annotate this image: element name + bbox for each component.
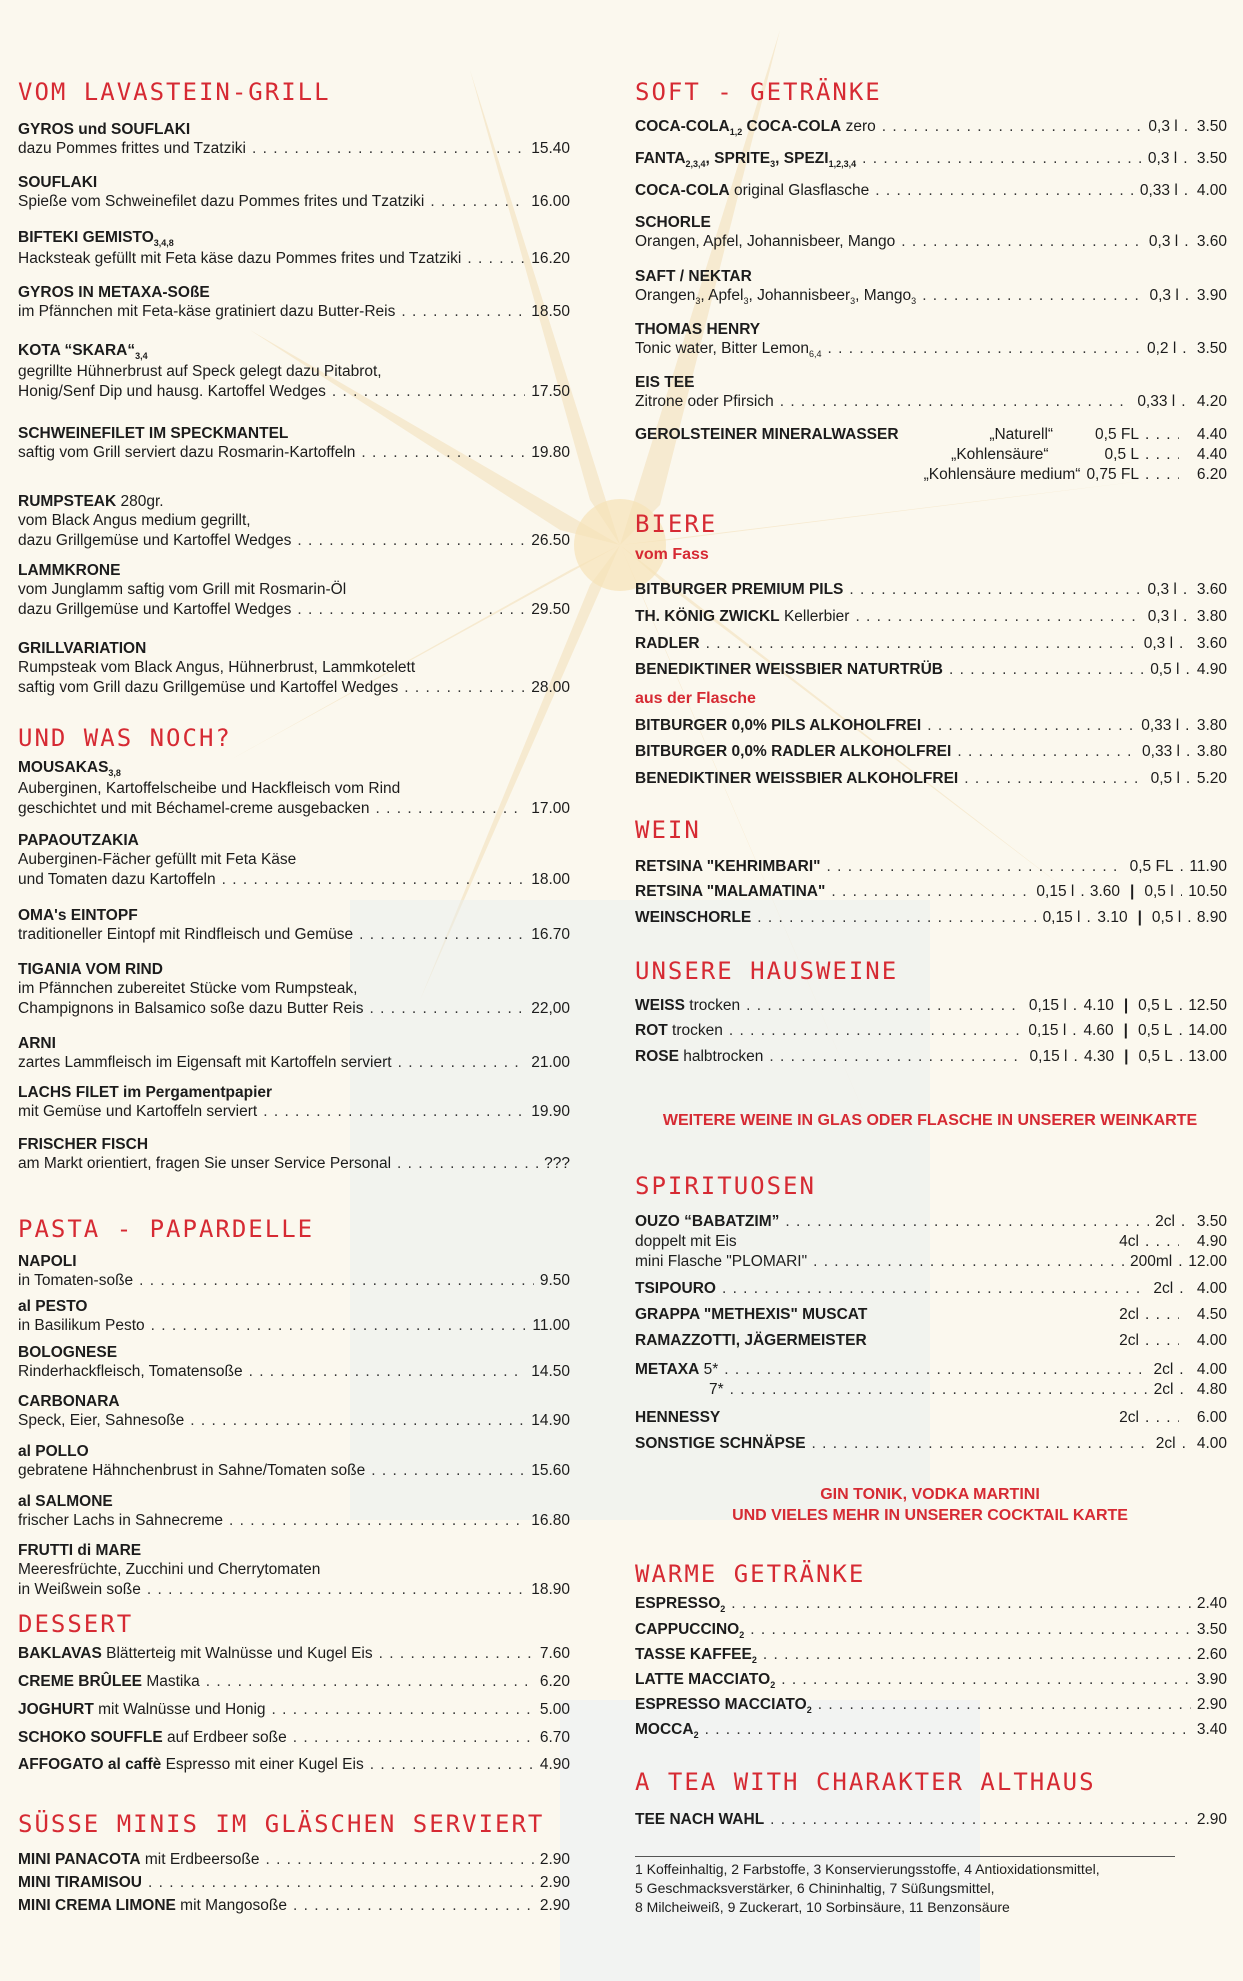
menu-item: CREME BRÛLEE Mastika . . . 6.20: [18, 1672, 570, 1692]
menu-item: BIFTEKI $GEMISTO_{3,4,8}$ Hacksteak gefüllt mit Feta käse dazu Pommes frites und Tzatziki . . . 16.20: [18, 228, 570, 269]
menu-item: SCHORLE Orangen, Apfel, Johannisbeer, Mango . . . 0,3 l . . . 3.60: [635, 213, 1227, 252]
notice-cocktail-line1: GIN TONIK, VODKA MARTINI: [820, 1486, 1040, 1503]
menu-item: RADLER . . . 0,3 l . . . 3.60: [635, 634, 1227, 654]
menu-item: GEROLSTEINER MINERALWASSER „Naturell“ 0,5 FL . . . 4.40 „Kohlensäure“ 0,5 L . . . 4.40 „Kohlensäure medium“ 0,75 FL . . . 6.20: [635, 425, 1227, 485]
menu-item: $CAPPUCCINO_2$ . . . 3.50: [635, 1620, 1227, 1641]
menu-item: MINI PANACOTA mit Erdbeersoße . . . 2.90: [18, 1850, 570, 1870]
section-title-hausweine: UNSERE HAUSWEINE: [635, 957, 899, 985]
footnote-line: 1 Koffeinhaltig, 2 Farbstoffe, 3 Konservierungsstoffe, 4 Antioxidationsmittel,: [635, 1861, 1100, 1877]
section-title-soft: SOFT - GETRÄNKE: [635, 78, 882, 106]
menu-item: RETSINA "KEHRIMBARI" . . . 0,5 FL . . . 11.90: [635, 857, 1227, 877]
menu-item: $FANTA_{2,3,4}$, $SPRITE_3$, $SPEZI_{1,2,3,4}$ . . . 0,3 l . . . 3.50: [635, 149, 1227, 170]
menu-item: SAFT / NEKTAR Orangen$_3$, Apfel$_3$, Johannisbeer$_3$, Mango$_3$ . . . 0,3 l . . . 3.90: [635, 267, 1227, 307]
menu-item: TH. KÖNIG ZWICKL Kellerbier . . . 0,3 l . . . 3.80: [635, 607, 1227, 627]
menu-item: BITBURGER 0,0% RADLER ALKOHOLFREI . . . 0,33 l . . . 3.80: [635, 742, 1227, 762]
menu-item: METAXA 5* . . . 2cl . . . 4.00 7* . . . 2cl . . . 4.80: [635, 1360, 1227, 1400]
menu-item: ROT trocken . . . 0,15 l . . . 4.60 | 0,5 L . . . 14.00: [635, 1021, 1227, 1041]
menu-item: RAMAZZOTTI, JÄGERMEISTER 2cl . . . 4.00: [635, 1331, 1227, 1351]
menu-item: TSIPOURO . . . 2cl . . . 4.00: [635, 1279, 1227, 1299]
menu-item: JOGHURT mit Walnüsse und Honig . . . 5.00: [18, 1700, 570, 1720]
menu-item: BAKLAVAS Blätterteig mit Walnüsse und Kugel Eis . . . 7.60: [18, 1644, 570, 1664]
menu-item: KOTA “$SKARA“_{3,4}$ gegrillte Hühnerbrust auf Speck gelegt dazu Pitabrot, Honig/Senf Dip und hausg. Kartoffel Wedges . . . 17.50: [18, 341, 570, 402]
menu-item: COCA-$COLA_{1,2}$ COCA-COLA zero . . . 0,3 l . . . 3.50: [635, 117, 1227, 138]
menu-item: al POLLO gebratene Hähnchenbrust in Sahne/Tomaten soße . . . 15.60: [18, 1442, 570, 1481]
menu-item: OMA's EINTOPF traditioneller Eintopf mit Rindfleisch und Gemüse . . . 16.70: [18, 906, 570, 945]
menu-item: FRISCHER FISCH am Markt orientiert, fragen Sie unser Service Personal . . . ???: [18, 1135, 570, 1174]
section-title-pasta: PASTA - PAPARDELLE: [18, 1215, 315, 1243]
notice-weinkarte: WEITERE WEINE IN GLAS ODER FLASCHE IN UNSERER WEINKARTE: [662, 1112, 1198, 1129]
menu-item: THOMAS HENRY Tonic water, Bitter Lemon$_{6,4}$ . . . 0,2 l . . . 3.50: [635, 320, 1227, 360]
menu-item: ARNI zartes Lammfleisch im Eigensaft mit Kartoffeln serviert . . . 21.00: [18, 1034, 570, 1073]
menu-item: $MOCCA_2$ . . . 3.40: [635, 1720, 1227, 1741]
menu-item: TIGANIA VOM RIND im Pfännchen zubereitet Stücke vom Rumpsteak, Champignons in Balsamico soße dazu Butter Reis . . . 22,00: [18, 960, 570, 1019]
menu-item: LAMMKRONE vom Junglamm saftig vom Grill mit Rosmarin-Öl dazu Grillgemüse und Kartoffel Wedges . . . 29.50: [18, 561, 570, 620]
menu-item: WEISS trocken . . . 0,15 l . . . 4.10 | 0,5 L . . . 12.50: [635, 996, 1227, 1016]
menu-item: EIS TEE Zitrone oder Pfirsich . . . 0,33 l . . . 4.20: [635, 373, 1227, 412]
menu-item: OUZO “BABATZIM” . . . 2cl . . . 3.50 doppelt mit Eis 4cl . . . 4.90 mini Flasche "PLOMARI" . . . 200ml . . . 12.00: [635, 1212, 1227, 1272]
section-title-noch: UND WAS NOCH?: [18, 724, 232, 752]
menu-item: RETSINA "MALAMATINA" . . . 0,15 l . . . 3.60 | 0,5 l . . . 10.50: [635, 882, 1227, 902]
section-title-tea: A TEA WITH CHARAKTER ALTHAUS: [635, 1768, 1096, 1796]
menu-item: $ESPRESSO_2$ . . . 2.40: [635, 1594, 1227, 1615]
menu-item: $MOUSAKAS_{3,8}$ Auberginen, Kartoffelscheibe und Hackfleisch vom Rind geschichtet und mit Béchamel-creme ausgebacken . . . 17.00: [18, 758, 570, 819]
menu-item: TASSE $KAFFEE_2$ . . . 2.60: [635, 1645, 1227, 1666]
menu-item: LACHS FILET im Pergamentpapier mit Gemüse und Kartoffeln serviert . . . 19.90: [18, 1083, 570, 1122]
section-title-warme-getraenke: WARME GETRÄNKE: [635, 1560, 866, 1588]
menu-item: RUMPSTEAK 280gr. vom Black Angus medium gegrillt, dazu Grillgemüse und Kartoffel Wedges . . . 26.50: [18, 492, 570, 551]
section-title-grill: VOM LAVASTEIN-GRILL: [18, 78, 331, 106]
menu-item: BENEDIKTINER WEISSBIER NATURTRÜB . . . 0,5 l . . . 4.90: [635, 660, 1227, 680]
menu-item: FRUTTI di MARE Meeresfrüchte, Zucchini und Cherrytomaten in Weißwein soße . . . 18.90: [18, 1541, 570, 1600]
menu-item: al SALMONE frischer Lachs in Sahnecreme . . . 16.80: [18, 1492, 570, 1531]
menu-item: MINI CREMA LIMONE mit Mangosoße . . . 2.90: [18, 1896, 570, 1916]
section-title-spirituosen: SPIRITUOSEN: [635, 1172, 816, 1200]
menu-item: SCHOKO SOUFFLE auf Erdbeer soße . . . 6.70: [18, 1728, 570, 1748]
menu-item: PAPAOUTZAKIA Auberginen-Fächer gefüllt mit Feta Käse und Tomaten dazu Kartoffeln . . . 18.00: [18, 831, 570, 890]
menu-item: ESPRESSO $MACCIATO_2$ . . . 2.90: [635, 1695, 1227, 1716]
menu-item: BOLOGNESE Rinderhackfleisch, Tomatensoße . . . 14.50: [18, 1343, 570, 1382]
footnote-divider: [635, 1856, 1175, 1857]
menu-item: ROSE halbtrocken . . . 0,15 l . . . 4.30 | 0,5 L . . . 13.00: [635, 1047, 1227, 1067]
menu-item: CARBONARA Speck, Eier, Sahnesoße . . . 14.90: [18, 1392, 570, 1431]
subtitle-vom-fass: vom Fass: [635, 546, 709, 563]
menu-item: WEINSCHORLE . . . 0,15 l . . . 3.10 | 0,5 l . . . 8.90: [635, 908, 1227, 928]
footnote-line: 5 Geschmacksverstärker, 6 Chininhaltig, 7 Süßungsmittel,: [635, 1880, 995, 1896]
notice-cocktail-line2: UND VIELES MEHR IN UNSERER COCKTAIL KARTE: [732, 1507, 1128, 1524]
menu-item: GYROS und SOUFLAKI dazu Pommes frittes und Tzatziki . . . 15.40: [18, 120, 570, 159]
menu-item: MINI TIRAMISOU . . . 2.90: [18, 1873, 570, 1893]
menu-item: AFFOGATO al caffè Espresso mit einer Kugel Eis . . . 4.90: [18, 1755, 570, 1775]
menu-item: LATTE $MACCIATO_2$ . . . 3.90: [635, 1670, 1227, 1691]
menu-item: GRAPPA "METHEXIS" MUSCAT 2cl . . . 4.50: [635, 1305, 1227, 1325]
menu-item: BITBURGER PREMIUM PILS . . . 0,3 l . . . 3.60: [635, 580, 1227, 600]
subtitle-aus-der-flasche: aus der Flasche: [635, 690, 756, 707]
menu-item: TEE NACH WAHL . . . 2.90: [635, 1810, 1227, 1830]
menu-item: BITBURGER 0,0% PILS ALKOHOLFREI . . . 0,33 l . . . 3.80: [635, 716, 1227, 736]
section-title-biere: BIERE: [635, 510, 718, 538]
menu-item: GRILLVARIATION Rumpsteak vom Black Angus, Hühnerbrust, Lammkotelett saftig vom Grill dazu Grillgemüse und Kartoffel Wedges . . . 28.00: [18, 639, 570, 698]
section-title-dessert: DESSERT: [18, 1610, 134, 1638]
section-title-wein: WEIN: [635, 816, 701, 844]
menu-item: HENNESSY 2cl . . . 6.00: [635, 1408, 1227, 1428]
menu-item: SONSTIGE SCHNÄPSE . . . 2cl . . . 4.00: [635, 1434, 1227, 1454]
menu-item: SOUFLAKI Spieße vom Schweinefilet dazu Pommes frites und Tzatziki . . . 16.00: [18, 173, 570, 212]
menu-item: BENEDIKTINER WEISSBIER ALKOHOLFREI . . . 0,5 l . . . 5.20: [635, 769, 1227, 789]
menu-item: al PESTO in Basilikum Pesto . . . 11.00: [18, 1297, 570, 1336]
menu-item: COCA-COLA original Glasflasche . . . 0,33 l . . . 4.00: [635, 181, 1227, 201]
menu-item: NAPOLI in Tomaten-soße . . . 9.50: [18, 1252, 570, 1291]
section-title-minis: SÜSSE MINIS IM GLÄSCHEN SERVIERT: [18, 1810, 545, 1838]
menu-item: GYROS IN METAXA-SOßE im Pfännchen mit Feta-käse gratiniert dazu Butter-Reis . . . 18.50: [18, 283, 570, 322]
footnote-line: 8 Milcheiweiß, 9 Zuckerart, 10 Sorbinsäure, 11 Benzonsäure: [635, 1899, 1010, 1915]
menu-item: SCHWEINEFILET IM SPECKMANTEL saftig vom Grill serviert dazu Rosmarin-Kartoffeln . . . 19.80: [18, 424, 570, 463]
